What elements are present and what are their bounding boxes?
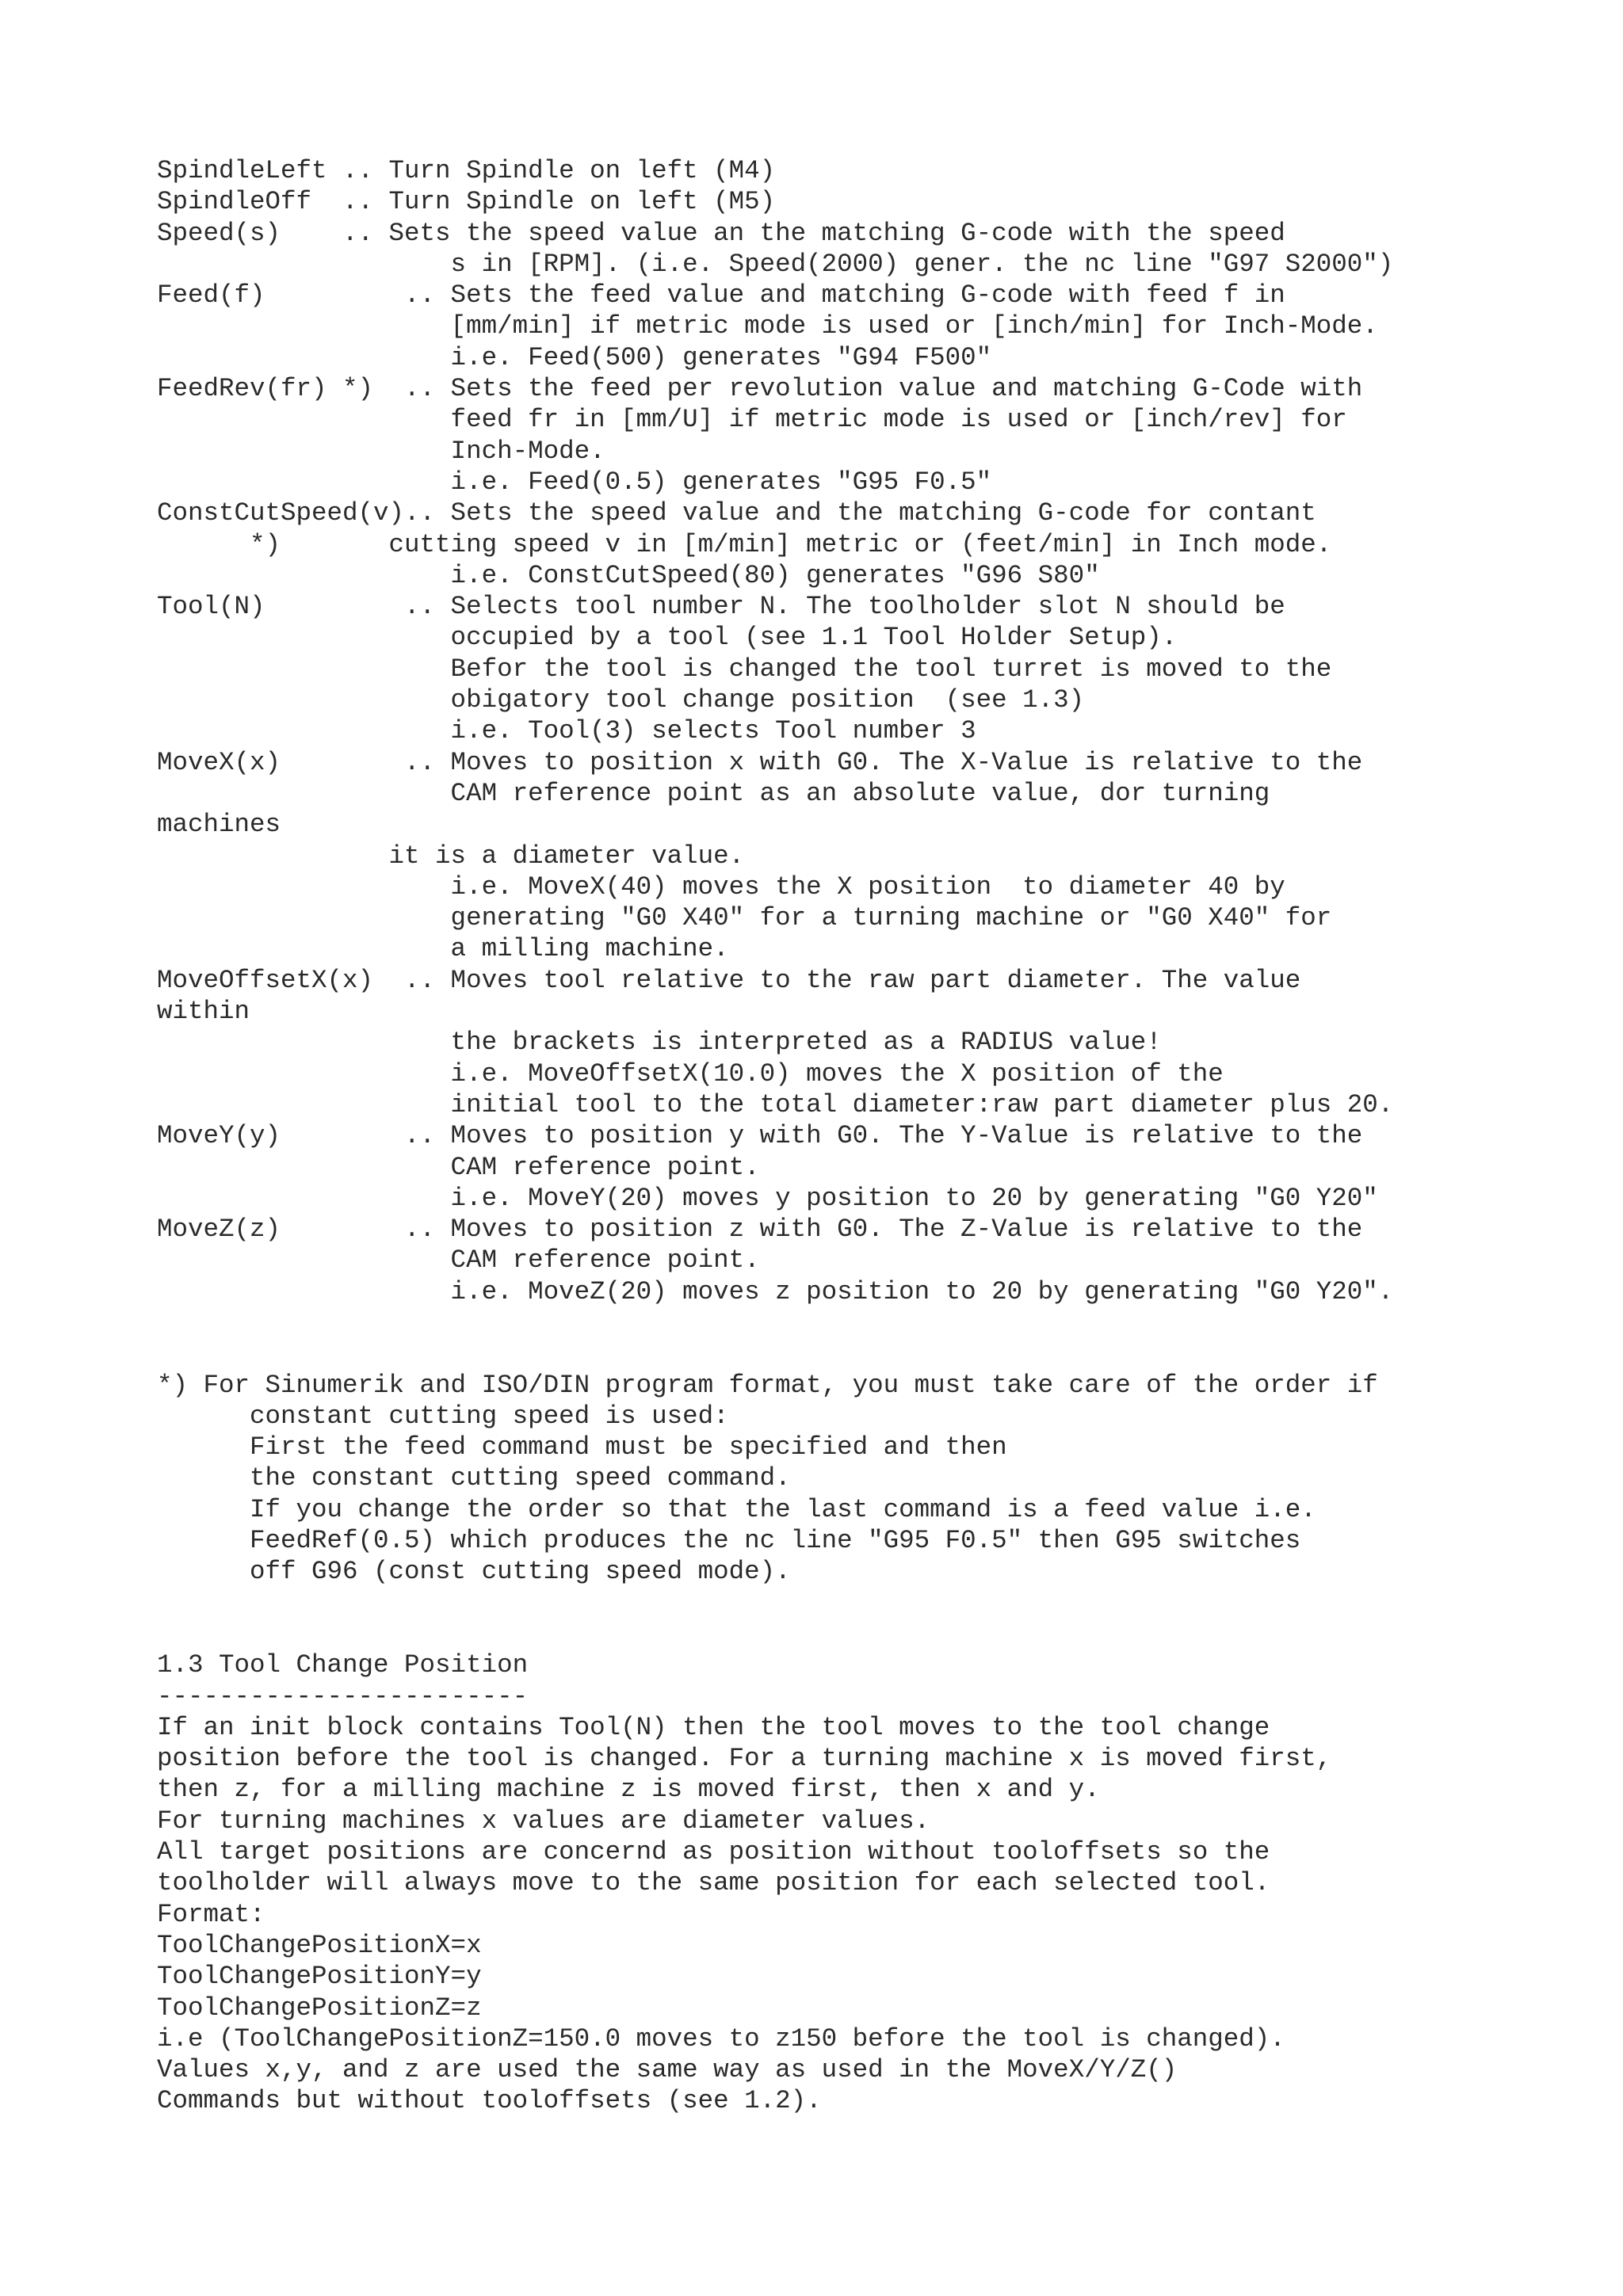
text-line: a milling machine. (157, 934, 729, 964)
text-line: MoveX(x) .. Moves to position x with G0. The X-Value is relative to the (157, 747, 1363, 777)
text-line: i.e. Tool(3) selects Tool number 3 (157, 716, 976, 746)
text-line (157, 1307, 1393, 1338)
text-line: i.e. Feed(500) generates "G94 F500" (157, 342, 992, 372)
text-line: within (157, 997, 250, 1027)
text-line: Tool(N) .. Selects tool number N. The toolholder slot N should be (157, 592, 1285, 622)
text-line: SpindleLeft .. Turn Spindle on left (M4) (157, 156, 776, 185)
text-line: If an init block contains Tool(N) then the tool moves to the tool change (157, 1712, 1270, 1742)
text-line: *) For Sinumerik and ISO/DIN program format, you must take care of the order if (157, 1370, 1378, 1400)
text-line: CAM reference point. (157, 1152, 760, 1182)
text-line: feed fr in [mm/U] if metric mode is used or [inch/rev] for (157, 405, 1347, 435)
text-line: i.e. Feed(0.5) generates "G95 F0.5" (157, 467, 992, 497)
text-line: obigatory tool change position (see 1.3) (157, 685, 1085, 715)
text-line: Inch-Mode. (157, 436, 605, 466)
text-line: then z, for a milling machine z is moved first, then x and y. (157, 1775, 1100, 1805)
text-line: i.e. MoveY(20) moves y position to 20 by generating "G0 Y20" (157, 1183, 1378, 1213)
text-line: constant cutting speed is used: (157, 1401, 729, 1431)
text-line: [mm/min] if metric mode is used or [inch/min] for Inch-Mode. (157, 311, 1378, 341)
text-line: i.e. ConstCutSpeed(80) generates "G96 S80" (157, 560, 1100, 590)
text-line: CAM reference point as an absolute value, dor turning (157, 778, 1270, 808)
text-line: machines (157, 810, 281, 840)
text-line: i.e. MoveX(40) moves the X position to diameter 40 by (157, 871, 1285, 902)
text-line: *) cutting speed v in [m/min] metric or (feet/min] in Inch mode. (157, 529, 1332, 559)
text-line: toolholder will always move to the same position for each selected tool. (157, 1868, 1270, 1898)
text-line: position before the tool is changed. For a turning machine x is moved first, (157, 1744, 1332, 1774)
text-line: ToolChangePositionY=y (157, 1962, 482, 1992)
text-line: If you change the order so that the last command is a feed value i.e. (157, 1494, 1316, 1524)
text-line: FeedRef(0.5) which produces the nc line "G95 F0.5" then G95 switches (157, 1526, 1301, 1556)
text-line: ToolChangePositionX=x (157, 1930, 482, 1960)
text-line: 1.3 Tool Change Position (157, 1650, 529, 1680)
text-line (157, 1338, 1393, 1369)
text-line: ToolChangePositionZ=z (157, 1993, 482, 2023)
text-line: i.e. MoveOffsetX(10.0) moves the X position of the (157, 1058, 1224, 1089)
text-line: initial tool to the total diameter:raw part diameter plus 20. (157, 1089, 1394, 1119)
text-line: Commands but without tooloffsets (see 1.2). (157, 2086, 822, 2116)
text-line: s in [RPM]. (i.e. Speed(2000) gener. the nc line "G97 S2000") (157, 249, 1394, 279)
text-line: the brackets is interpreted as a RADIUS value! (157, 1028, 1162, 1058)
text-line: All target positions are concernd as position without tooloffsets so the (157, 1837, 1270, 1867)
text-line: generating "G0 X40" for a turning machine or "G0 X40" for (157, 903, 1332, 933)
text-line: off G96 (const cutting speed mode). (157, 1557, 791, 1587)
text-line (157, 1588, 1393, 1619)
text-line: For turning machines x values are diameter values. (157, 1806, 930, 1836)
text-line: FeedRev(fr) *) .. Sets the feed per revolution value and matching G-Code with (157, 374, 1363, 404)
text-line: Format: (157, 1899, 265, 1929)
text-line: Values x,y, and z are used the same way as used in the MoveX/Y/Z() (157, 2055, 1178, 2085)
text-line: the constant cutting speed command. (157, 1463, 791, 1493)
text-line: i.e. MoveZ(20) moves z position to 20 by generating "G0 Y20". (157, 1276, 1394, 1306)
document-text (157, 155, 1393, 2117)
text-line: CAM reference point. (157, 1245, 760, 1276)
text-line: Befor the tool is changed the tool turret is moved to the (157, 654, 1332, 684)
text-line: Feed(f) .. Sets the feed value and matching G-code with feed f in (157, 280, 1285, 311)
text-line (157, 1619, 1393, 1650)
text-line: First the feed command must be specified and then (157, 1432, 1007, 1463)
text-line: Speed(s) .. Sets the speed value an the matching G-code with the speed (157, 218, 1285, 248)
text-line: SpindleOff .. Turn Spindle on left (M5) (157, 187, 776, 217)
text-line: MoveOffsetX(x) .. Moves tool relative to the raw part diameter. The value (157, 965, 1301, 995)
text-line: ------------------------ (157, 1681, 529, 1711)
text-line: it is a diameter value. (157, 841, 745, 871)
text-line: i.e (ToolChangePositionZ=150.0 moves to z150 before the tool is changed). (157, 2023, 1285, 2054)
text-line: MoveY(y) .. Moves to position y with G0. The Y-Value is relative to the (157, 1121, 1363, 1151)
text-line: MoveZ(z) .. Moves to position z with G0. The Z-Value is relative to the (157, 1215, 1363, 1245)
text-line: ConstCutSpeed(v).. Sets the speed value and the matching G-code for contant (157, 498, 1316, 528)
text-line: occupied by a tool (see 1.1 Tool Holder Setup). (157, 623, 1178, 653)
